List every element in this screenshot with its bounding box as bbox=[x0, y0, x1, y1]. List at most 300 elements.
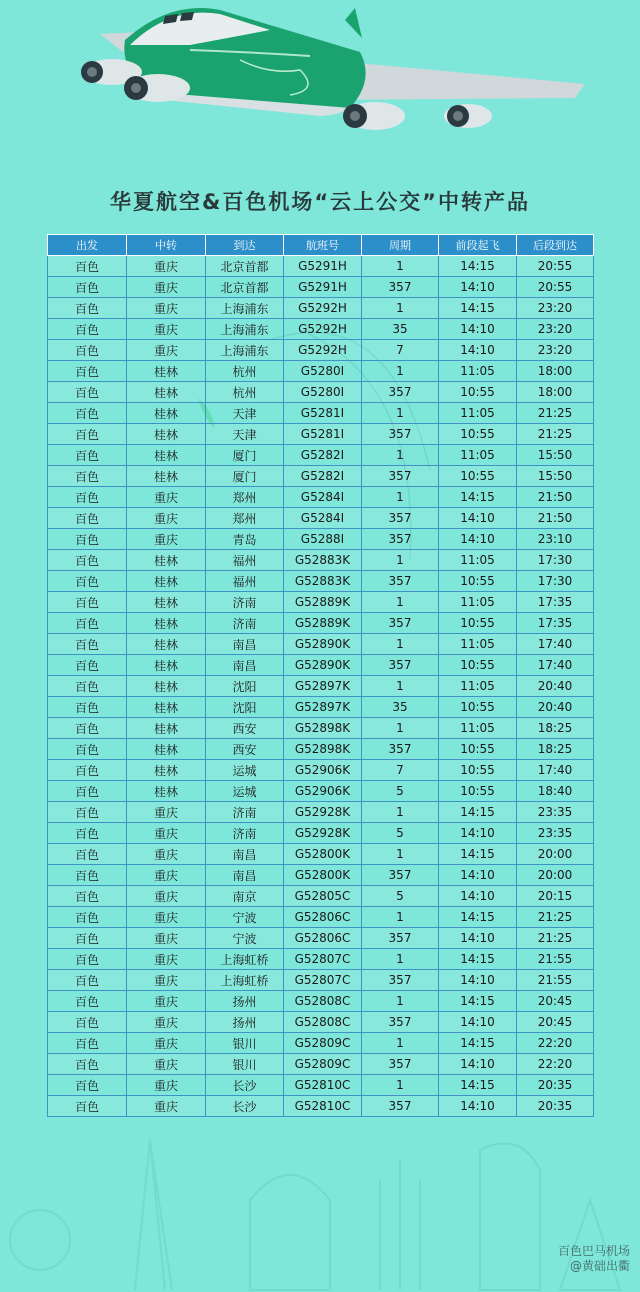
watermark-line-2: @黄础出衢 bbox=[569, 1259, 630, 1273]
table-cell: 1 bbox=[362, 298, 439, 319]
table-cell: 20:40 bbox=[517, 697, 594, 718]
table-cell: 百色 bbox=[48, 844, 127, 865]
table-cell: 14:10 bbox=[439, 1054, 517, 1075]
table-cell: 357 bbox=[362, 928, 439, 949]
table-cell: 20:00 bbox=[517, 844, 594, 865]
table-cell: 14:10 bbox=[439, 529, 517, 550]
table-cell: 百色 bbox=[48, 1012, 127, 1033]
table-cell: 21:55 bbox=[517, 949, 594, 970]
table-row bbox=[48, 445, 594, 466]
table-cell: 14:15 bbox=[439, 949, 517, 970]
table-cell: 福州 bbox=[206, 550, 284, 571]
table-cell: 百色 bbox=[48, 718, 127, 739]
table-cell: G5280I bbox=[284, 382, 362, 403]
table-cell: G52809C bbox=[284, 1054, 362, 1075]
table-row bbox=[48, 1096, 594, 1117]
table-cell: G52810C bbox=[284, 1075, 362, 1096]
airplane-illustration bbox=[70, 0, 590, 140]
table-cell: 14:15 bbox=[439, 1033, 517, 1054]
table-cell: 重庆 bbox=[127, 508, 206, 529]
table-cell: 百色 bbox=[48, 550, 127, 571]
table-row bbox=[48, 361, 594, 382]
table-cell: 5 bbox=[362, 781, 439, 802]
table-cell: G52890K bbox=[284, 634, 362, 655]
table-cell: 重庆 bbox=[127, 886, 206, 907]
table-cell: 天津 bbox=[206, 424, 284, 445]
table-cell: 重庆 bbox=[127, 991, 206, 1012]
table-cell: 重庆 bbox=[127, 802, 206, 823]
table-body bbox=[48, 256, 594, 1117]
table-row bbox=[48, 802, 594, 823]
table-cell: G5291H bbox=[284, 256, 362, 277]
column-header: 出发 bbox=[48, 235, 127, 256]
table-row bbox=[48, 319, 594, 340]
table-cell: 357 bbox=[362, 865, 439, 886]
table-row bbox=[48, 634, 594, 655]
table-cell: 北京首都 bbox=[206, 256, 284, 277]
table-cell: 20:35 bbox=[517, 1096, 594, 1117]
table-cell: 23:35 bbox=[517, 823, 594, 844]
table-cell: G52906K bbox=[284, 781, 362, 802]
table-cell: 11:05 bbox=[439, 361, 517, 382]
table-cell: 17:30 bbox=[517, 550, 594, 571]
table-cell: 百色 bbox=[48, 508, 127, 529]
table-cell: G52800K bbox=[284, 844, 362, 865]
table-cell: 23:10 bbox=[517, 529, 594, 550]
table-cell: 百色 bbox=[48, 445, 127, 466]
table-cell: G5280I bbox=[284, 361, 362, 382]
table-cell: 20:45 bbox=[517, 991, 594, 1012]
table-cell: 1 bbox=[362, 256, 439, 277]
table-row bbox=[48, 550, 594, 571]
table-row bbox=[48, 655, 594, 676]
table-row bbox=[48, 340, 594, 361]
table-cell: G5288I bbox=[284, 529, 362, 550]
table-cell: 357 bbox=[362, 571, 439, 592]
table-cell: 14:10 bbox=[439, 865, 517, 886]
table-cell: G52807C bbox=[284, 949, 362, 970]
table-cell: 11:05 bbox=[439, 550, 517, 571]
table-row bbox=[48, 298, 594, 319]
table-cell: 百色 bbox=[48, 298, 127, 319]
table-cell: 重庆 bbox=[127, 823, 206, 844]
table-header-row bbox=[48, 235, 594, 256]
table-cell: 郑州 bbox=[206, 487, 284, 508]
table-cell: 桂林 bbox=[127, 739, 206, 760]
table-cell: 郑州 bbox=[206, 508, 284, 529]
table-cell: 17:40 bbox=[517, 655, 594, 676]
table-cell: 南京 bbox=[206, 886, 284, 907]
table-cell: 百色 bbox=[48, 760, 127, 781]
column-header: 中转 bbox=[127, 235, 206, 256]
table-cell: 11:05 bbox=[439, 445, 517, 466]
table-cell: 银川 bbox=[206, 1033, 284, 1054]
table-cell: 杭州 bbox=[206, 361, 284, 382]
table-cell: 10:55 bbox=[439, 466, 517, 487]
page-title: 华夏航空&百色机场“云上公交”中转产品 bbox=[110, 190, 530, 214]
table-cell: 厦门 bbox=[206, 445, 284, 466]
table-cell: 桂林 bbox=[127, 550, 206, 571]
table-cell: 14:10 bbox=[439, 319, 517, 340]
table-cell: 20:55 bbox=[517, 277, 594, 298]
table-cell: G52889K bbox=[284, 592, 362, 613]
table-cell: 重庆 bbox=[127, 529, 206, 550]
table-cell: 百色 bbox=[48, 403, 127, 424]
table-cell: 北京首都 bbox=[206, 277, 284, 298]
table-cell: 1 bbox=[362, 802, 439, 823]
table-cell: 运城 bbox=[206, 781, 284, 802]
table-cell: 11:05 bbox=[439, 403, 517, 424]
transfer-schedule-table bbox=[47, 234, 594, 1117]
table-cell: 1 bbox=[362, 403, 439, 424]
table-cell: 7 bbox=[362, 340, 439, 361]
table-cell: 济南 bbox=[206, 592, 284, 613]
table-cell: G52897K bbox=[284, 697, 362, 718]
table-cell: 百色 bbox=[48, 613, 127, 634]
table-row bbox=[48, 1033, 594, 1054]
table-cell: 上海虹桥 bbox=[206, 949, 284, 970]
table-cell: G52807C bbox=[284, 970, 362, 991]
table-cell: 357 bbox=[362, 970, 439, 991]
table-row bbox=[48, 508, 594, 529]
table-cell: 百色 bbox=[48, 802, 127, 823]
table-row bbox=[48, 907, 594, 928]
table-cell: 18:00 bbox=[517, 361, 594, 382]
table-cell: 1 bbox=[362, 1075, 439, 1096]
table-cell: 18:25 bbox=[517, 739, 594, 760]
table-cell: G5281I bbox=[284, 403, 362, 424]
table-cell: G52928K bbox=[284, 823, 362, 844]
table-cell: 百色 bbox=[48, 340, 127, 361]
table-cell: 重庆 bbox=[127, 487, 206, 508]
table-cell: 百色 bbox=[48, 991, 127, 1012]
table-cell: 357 bbox=[362, 424, 439, 445]
table-cell: 百色 bbox=[48, 676, 127, 697]
table-cell: 10:55 bbox=[439, 781, 517, 802]
table-cell: 百色 bbox=[48, 655, 127, 676]
table-cell: 重庆 bbox=[127, 319, 206, 340]
table-row bbox=[48, 697, 594, 718]
table-cell: 10:55 bbox=[439, 571, 517, 592]
table-cell: 青岛 bbox=[206, 529, 284, 550]
table-cell: 1 bbox=[362, 718, 439, 739]
table-cell: 357 bbox=[362, 508, 439, 529]
table-cell: 百色 bbox=[48, 382, 127, 403]
table-cell: 1 bbox=[362, 676, 439, 697]
column-header: 航班号 bbox=[284, 235, 362, 256]
table-cell: 百色 bbox=[48, 424, 127, 445]
table-cell: 1 bbox=[362, 487, 439, 508]
table-cell: 22:20 bbox=[517, 1033, 594, 1054]
table-cell: 南昌 bbox=[206, 634, 284, 655]
table-cell: 23:20 bbox=[517, 298, 594, 319]
table-cell: 百色 bbox=[48, 571, 127, 592]
table-cell: 357 bbox=[362, 1054, 439, 1075]
table-cell: 357 bbox=[362, 466, 439, 487]
table-cell: 重庆 bbox=[127, 277, 206, 298]
table-cell: 银川 bbox=[206, 1054, 284, 1075]
table-cell: 20:15 bbox=[517, 886, 594, 907]
table-row bbox=[48, 487, 594, 508]
table-cell: 357 bbox=[362, 1096, 439, 1117]
table-cell: 7 bbox=[362, 760, 439, 781]
table-cell: 14:10 bbox=[439, 277, 517, 298]
table-cell: 17:40 bbox=[517, 760, 594, 781]
table-row bbox=[48, 1054, 594, 1075]
table-cell: 百色 bbox=[48, 319, 127, 340]
table-cell: 重庆 bbox=[127, 340, 206, 361]
table-cell: 14:15 bbox=[439, 256, 517, 277]
table-cell: 济南 bbox=[206, 802, 284, 823]
table-cell: 357 bbox=[362, 739, 439, 760]
table-cell: 百色 bbox=[48, 529, 127, 550]
table-cell: 杭州 bbox=[206, 382, 284, 403]
table-cell: G52806C bbox=[284, 907, 362, 928]
table-cell: 百色 bbox=[48, 928, 127, 949]
table-cell: 20:40 bbox=[517, 676, 594, 697]
table-cell: 21:25 bbox=[517, 424, 594, 445]
table-row bbox=[48, 1075, 594, 1096]
table-cell: 14:10 bbox=[439, 823, 517, 844]
table-row bbox=[48, 676, 594, 697]
table-cell: 14:15 bbox=[439, 907, 517, 928]
table-cell: 桂林 bbox=[127, 760, 206, 781]
table-cell: 南昌 bbox=[206, 865, 284, 886]
table-cell: 10:55 bbox=[439, 424, 517, 445]
table-cell: 1 bbox=[362, 592, 439, 613]
table-cell: 14:10 bbox=[439, 886, 517, 907]
table-cell: 重庆 bbox=[127, 928, 206, 949]
table-cell: G52810C bbox=[284, 1096, 362, 1117]
table-cell: G5292H bbox=[284, 298, 362, 319]
table-cell: 1 bbox=[362, 844, 439, 865]
table-cell: 重庆 bbox=[127, 256, 206, 277]
table-cell: G52805C bbox=[284, 886, 362, 907]
table-cell: 20:55 bbox=[517, 256, 594, 277]
column-header: 后段到达 bbox=[517, 235, 594, 256]
table-cell: 1 bbox=[362, 550, 439, 571]
table-cell: G52806C bbox=[284, 928, 362, 949]
column-header: 周期 bbox=[362, 235, 439, 256]
table-cell: 百色 bbox=[48, 466, 127, 487]
table-cell: 23:20 bbox=[517, 340, 594, 361]
table-cell: G52809C bbox=[284, 1033, 362, 1054]
table-cell: 百色 bbox=[48, 634, 127, 655]
table-cell: 1 bbox=[362, 361, 439, 382]
table-cell: 百色 bbox=[48, 697, 127, 718]
table-cell: G5292H bbox=[284, 319, 362, 340]
table-cell: 10:55 bbox=[439, 697, 517, 718]
table-cell: 百色 bbox=[48, 277, 127, 298]
table-cell: 5 bbox=[362, 886, 439, 907]
table-cell: 重庆 bbox=[127, 1054, 206, 1075]
table-cell: 重庆 bbox=[127, 865, 206, 886]
table-cell: 百色 bbox=[48, 256, 127, 277]
table-cell: 桂林 bbox=[127, 445, 206, 466]
table-row bbox=[48, 865, 594, 886]
table-cell: 南昌 bbox=[206, 844, 284, 865]
table-cell: 重庆 bbox=[127, 949, 206, 970]
table-cell: 11:05 bbox=[439, 718, 517, 739]
table-cell: 15:50 bbox=[517, 445, 594, 466]
table-cell: 百色 bbox=[48, 949, 127, 970]
table-row bbox=[48, 613, 594, 634]
table-cell: 18:00 bbox=[517, 382, 594, 403]
table-cell: 10:55 bbox=[439, 613, 517, 634]
table-cell: 21:25 bbox=[517, 928, 594, 949]
table-cell: 11:05 bbox=[439, 592, 517, 613]
table-cell: 重庆 bbox=[127, 1096, 206, 1117]
table-cell: 10:55 bbox=[439, 739, 517, 760]
table-cell: G52898K bbox=[284, 739, 362, 760]
table-cell: G52928K bbox=[284, 802, 362, 823]
table-cell: 14:15 bbox=[439, 844, 517, 865]
table-cell: 重庆 bbox=[127, 1033, 206, 1054]
table-cell: 桂林 bbox=[127, 634, 206, 655]
table-cell: 21:50 bbox=[517, 487, 594, 508]
table-cell: 1 bbox=[362, 1033, 439, 1054]
table-cell: 11:05 bbox=[439, 634, 517, 655]
table-cell: 重庆 bbox=[127, 970, 206, 991]
table-row bbox=[48, 1012, 594, 1033]
table-cell: 17:35 bbox=[517, 592, 594, 613]
table-cell: G5292H bbox=[284, 340, 362, 361]
table-cell: 357 bbox=[362, 655, 439, 676]
table-cell: G52800K bbox=[284, 865, 362, 886]
table-cell: 西安 bbox=[206, 718, 284, 739]
table-cell: 桂林 bbox=[127, 781, 206, 802]
table-cell: 桂林 bbox=[127, 655, 206, 676]
table-cell: 厦门 bbox=[206, 466, 284, 487]
table-row bbox=[48, 970, 594, 991]
watermark bbox=[558, 1244, 630, 1274]
table-cell: 百色 bbox=[48, 739, 127, 760]
table-cell: 百色 bbox=[48, 487, 127, 508]
table-cell: 重庆 bbox=[127, 298, 206, 319]
table-cell: 宁波 bbox=[206, 928, 284, 949]
table-cell: 357 bbox=[362, 382, 439, 403]
table-row bbox=[48, 844, 594, 865]
table-row bbox=[48, 823, 594, 844]
table-row bbox=[48, 781, 594, 802]
table-row bbox=[48, 571, 594, 592]
table-cell: G52889K bbox=[284, 613, 362, 634]
table-cell: 扬州 bbox=[206, 1012, 284, 1033]
table-cell: 宁波 bbox=[206, 907, 284, 928]
table-row bbox=[48, 718, 594, 739]
table-cell: 10:55 bbox=[439, 382, 517, 403]
table-cell: 济南 bbox=[206, 823, 284, 844]
table-cell: 上海浦东 bbox=[206, 298, 284, 319]
table-cell: 357 bbox=[362, 529, 439, 550]
table-cell: 桂林 bbox=[127, 592, 206, 613]
table-cell: 357 bbox=[362, 1012, 439, 1033]
table-row bbox=[48, 991, 594, 1012]
table-cell: 沈阳 bbox=[206, 676, 284, 697]
table-cell: G52808C bbox=[284, 991, 362, 1012]
table-cell: 济南 bbox=[206, 613, 284, 634]
table-cell: G52808C bbox=[284, 1012, 362, 1033]
table-cell: 23:35 bbox=[517, 802, 594, 823]
table-cell: 百色 bbox=[48, 886, 127, 907]
table-cell: 14:10 bbox=[439, 340, 517, 361]
table-cell: 运城 bbox=[206, 760, 284, 781]
table-cell: 5 bbox=[362, 823, 439, 844]
table-cell: 14:15 bbox=[439, 802, 517, 823]
table-cell: 35 bbox=[362, 697, 439, 718]
table-cell: 23:20 bbox=[517, 319, 594, 340]
table-cell: 桂林 bbox=[127, 676, 206, 697]
table-cell: 上海浦东 bbox=[206, 340, 284, 361]
table-cell: 百色 bbox=[48, 781, 127, 802]
table-cell: 百色 bbox=[48, 592, 127, 613]
column-header: 到达 bbox=[206, 235, 284, 256]
table-cell: G52883K bbox=[284, 550, 362, 571]
table-cell: 上海虹桥 bbox=[206, 970, 284, 991]
table-cell: 重庆 bbox=[127, 1012, 206, 1033]
table-cell: 1 bbox=[362, 991, 439, 1012]
table-cell: 20:00 bbox=[517, 865, 594, 886]
table-cell: 桂林 bbox=[127, 697, 206, 718]
table-cell: 桂林 bbox=[127, 571, 206, 592]
table-cell: 14:15 bbox=[439, 991, 517, 1012]
table-cell: 35 bbox=[362, 319, 439, 340]
table-row bbox=[48, 760, 594, 781]
table-cell: 20:35 bbox=[517, 1075, 594, 1096]
table-cell: G5284I bbox=[284, 508, 362, 529]
table-cell: G52883K bbox=[284, 571, 362, 592]
table-row bbox=[48, 886, 594, 907]
transfer-schedule-table-wrap bbox=[47, 234, 593, 1117]
table-cell: 重庆 bbox=[127, 907, 206, 928]
table-cell: G52898K bbox=[284, 718, 362, 739]
table-cell: 14:10 bbox=[439, 970, 517, 991]
table-row bbox=[48, 403, 594, 424]
table-cell: 长沙 bbox=[206, 1075, 284, 1096]
table-cell: 17:40 bbox=[517, 634, 594, 655]
table-row bbox=[48, 592, 594, 613]
table-cell: 沈阳 bbox=[206, 697, 284, 718]
table-cell: 1 bbox=[362, 634, 439, 655]
table-row bbox=[48, 424, 594, 445]
table-cell: 10:55 bbox=[439, 655, 517, 676]
table-cell: 357 bbox=[362, 613, 439, 634]
table-cell: 桂林 bbox=[127, 466, 206, 487]
table-cell: 22:20 bbox=[517, 1054, 594, 1075]
table-row bbox=[48, 529, 594, 550]
table-cell: 14:10 bbox=[439, 508, 517, 529]
table-row bbox=[48, 949, 594, 970]
table-cell: G5282I bbox=[284, 466, 362, 487]
column-header: 前段起飞 bbox=[439, 235, 517, 256]
table-cell: 百色 bbox=[48, 361, 127, 382]
table-row bbox=[48, 277, 594, 298]
table-cell: 桂林 bbox=[127, 613, 206, 634]
table-cell: G52906K bbox=[284, 760, 362, 781]
table-cell: G52897K bbox=[284, 676, 362, 697]
table-cell: 1 bbox=[362, 949, 439, 970]
table-cell: 上海浦东 bbox=[206, 319, 284, 340]
table-row bbox=[48, 382, 594, 403]
table-cell: 357 bbox=[362, 277, 439, 298]
table-cell: 18:25 bbox=[517, 718, 594, 739]
table-cell: 福州 bbox=[206, 571, 284, 592]
table-cell: 10:55 bbox=[439, 760, 517, 781]
watermark-line-1: 百色巴马机场 bbox=[557, 1244, 630, 1258]
table-cell: 14:10 bbox=[439, 1012, 517, 1033]
table-cell: G5282I bbox=[284, 445, 362, 466]
table-cell: 百色 bbox=[48, 907, 127, 928]
